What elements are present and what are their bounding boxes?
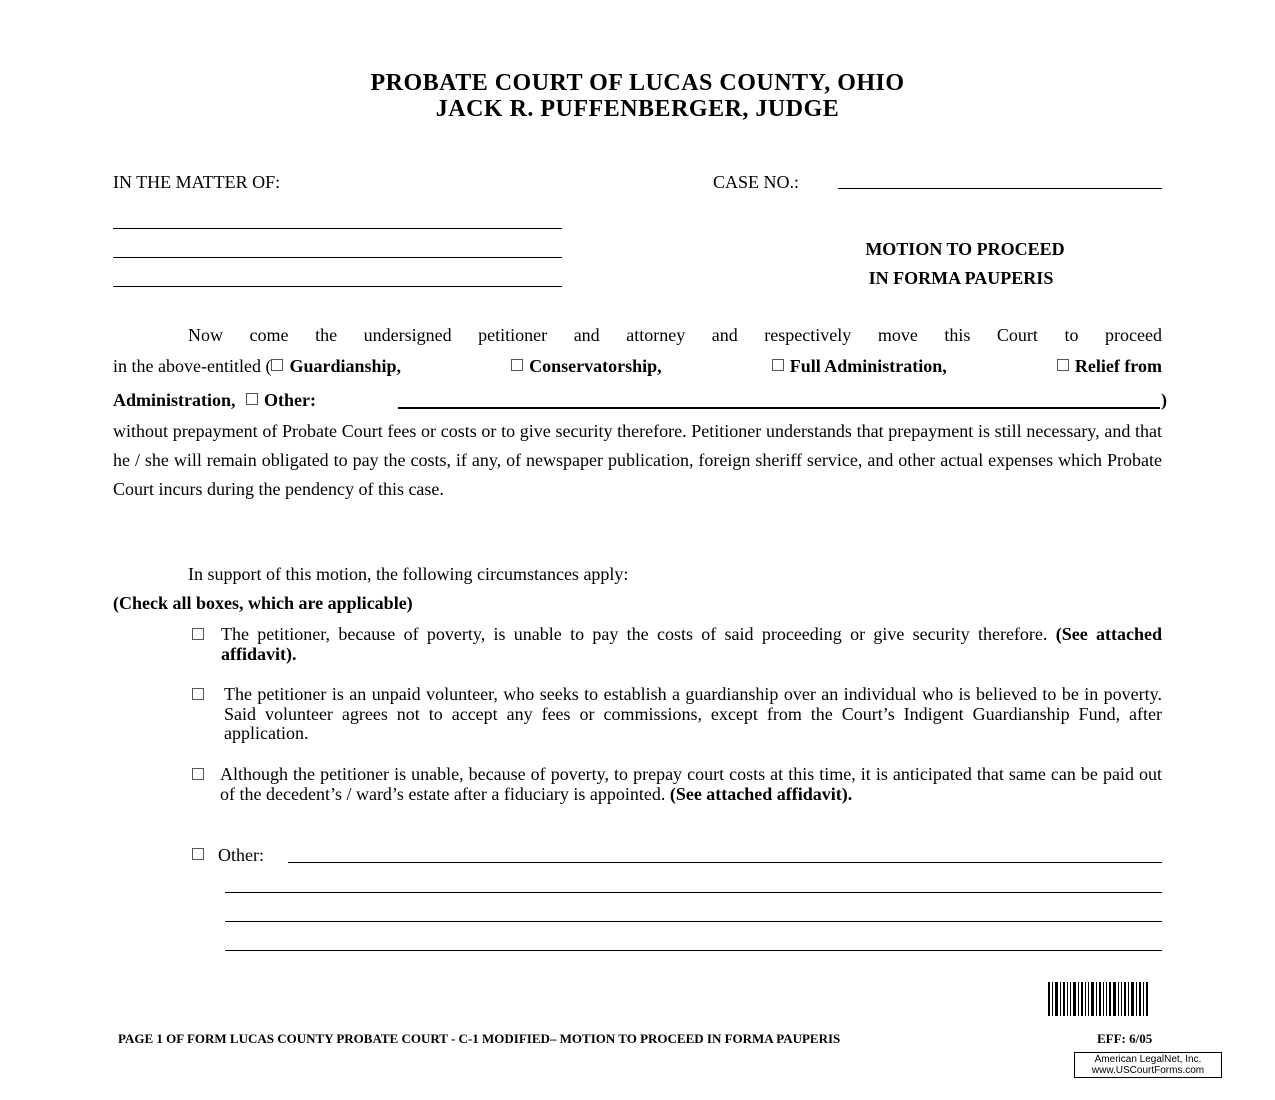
option-other-label: Other: <box>218 845 264 865</box>
entitled-label: in the above-entitled ( <box>113 356 272 376</box>
option-2-text: The petitioner is an unpaid volunteer, who seeks to establish a guardianship over an individual who is believed to be in poverty. Said volunteer agrees not to accept any fees or commissions, except from the Court’s Indigent Guardianship Fund, after application. <box>224 684 1162 743</box>
matter-name-line-3[interactable] <box>113 286 562 287</box>
option-1-checkbox-wrap <box>192 628 210 646</box>
logo-line-1: American LegalNet, Inc. <box>1094 1054 1202 1065</box>
check-all-instruction: (Check all boxes, which are applicable) <box>113 593 413 613</box>
guardianship-checkbox[interactable] <box>271 359 283 371</box>
american-legalnet-logo <box>1074 1052 1222 1078</box>
barcode <box>1048 982 1150 1016</box>
conservatorship-label: Conservatorship, <box>529 356 662 376</box>
other-reason-line-2[interactable] <box>225 892 1162 893</box>
court-name: PROBATE COURT OF LUCAS COUNTY, OHIO <box>370 70 905 96</box>
close-paren: ) <box>1161 390 1167 410</box>
option-3 <box>220 765 1162 804</box>
judge-name: JACK R. PUFFENBERGER, JUDGE <box>435 96 840 122</box>
option-2-checkbox[interactable] <box>192 688 204 700</box>
option-3-text: Although the petitioner is unable, because of poverty, to prepay court costs at this time, it is anticipated that same can be paid out of the decedent’s / ward’s estate after a fiduciary is appointed. <box>220 764 1162 804</box>
option-3-note: (See attached affidavit). <box>669 783 853 804</box>
other-case-type-checkbox[interactable] <box>246 393 258 405</box>
support-text: In support of this motion, the following circumstances apply: <box>188 564 629 584</box>
relief-option <box>1057 352 1162 381</box>
option-other-checkbox-wrap <box>192 848 210 866</box>
option-2 <box>224 685 1162 744</box>
option-1 <box>221 625 1162 664</box>
case-type-line <box>113 352 1162 381</box>
option-other-checkbox[interactable] <box>192 848 204 860</box>
case-number-label: CASE NO.: <box>713 172 800 192</box>
administration-line <box>113 386 316 415</box>
other-case-type-field[interactable] <box>398 407 1160 409</box>
option-2-checkbox-wrap <box>192 688 210 706</box>
motion-paragraph: without prepayment of Probate Court fees or costs or to give security therefore. Petitioner understands that prepayment is still necessary, and that he / she will remain obligated to pay the costs, if any, of newspaper publication, foreign sheriff service, and other actual expenses which Probate Court incurs during the pendency of this case. <box>113 421 1162 499</box>
conservatorship-checkbox[interactable] <box>511 359 523 371</box>
other-case-type-label: Other: <box>264 390 316 410</box>
full-administration-checkbox[interactable] <box>772 359 784 371</box>
other-reason-line-3[interactable] <box>225 921 1162 922</box>
entitled-text <box>113 352 401 381</box>
option-3-checkbox[interactable] <box>192 768 204 780</box>
option-1-checkbox[interactable] <box>192 628 204 640</box>
matter-name-line-1[interactable] <box>113 228 562 229</box>
conservatorship-option <box>511 352 662 381</box>
guardianship-label: Guardianship, <box>289 356 402 376</box>
other-reason-line-4[interactable] <box>225 950 1162 951</box>
full-administration-label: Full Administration, <box>789 356 947 376</box>
footer-form-text: PAGE 1 OF FORM LUCAS COUNTY PROBATE COURT - C-1 MODIFIED– MOTION TO PROCEED IN FORMA PAUPERIS <box>118 1031 841 1046</box>
footer-effective-date: EFF: 6/05 <box>1097 1031 1153 1046</box>
intro-line: Now come the undersigned petitioner and attorney and respectively move this Court to proceed <box>188 325 1162 345</box>
logo-line-2: www.USCourtForms.com <box>1091 1065 1205 1076</box>
relief-from-label: Relief from <box>1074 356 1162 376</box>
other-reason-line-1[interactable] <box>288 862 1162 863</box>
motion-title-line-2: IN FORMA PAUPERIS <box>868 268 1054 288</box>
matter-label: IN THE MATTER OF: <box>113 172 281 192</box>
option-1-note: (See attached affidavit). <box>221 624 1162 664</box>
case-number-field[interactable] <box>838 188 1162 189</box>
relief-from-administration-checkbox[interactable] <box>1057 359 1069 371</box>
option-3-checkbox-wrap <box>192 768 210 786</box>
full-administration-option <box>772 352 947 381</box>
motion-title-line-1: MOTION TO PROCEED <box>865 239 1065 259</box>
administration-label: Administration, <box>113 390 236 410</box>
matter-name-line-2[interactable] <box>113 257 562 258</box>
option-1-text: The petitioner, because of poverty, is unable to pay the costs of said proceeding or give security therefore. <box>221 624 1048 644</box>
